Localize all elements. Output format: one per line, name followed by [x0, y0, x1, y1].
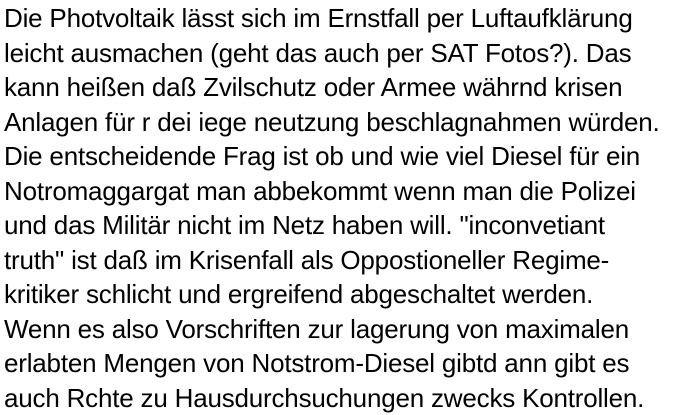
text-line: Wenn es also Vorschriften zur lagerung von maximalen — [4, 313, 630, 344]
text-line: leicht ausmachen (geht das auch per SAT Fotos?). Das — [4, 37, 632, 68]
text-line: auch Rchte zu Hausdurchsuchungen zwecks Kontrollen. — [4, 382, 645, 413]
text-line: Anlagen für r dei iege neutzung beschlagnahmen würden. — [4, 106, 660, 137]
text-line: Die entscheidende Frag ist ob und wie viel Diesel für ein — [4, 141, 641, 171]
text-line: Die Photvoltaik lässt sich im Ernstfall per Luftaufklärung — [4, 3, 633, 33]
text-line: kann heißen daß Zvilschutz oder Armee währnd krisen — [4, 72, 623, 102]
text-line: erlabten Mengen von Notstrom-Diesel gibtd ann gibt es — [4, 348, 630, 378]
text-line: und das Militär nicht im Netz haben will. "inconvetiant — [4, 210, 605, 240]
text-line: truth" ist daß im Krisenfall als Oppostioneller Regime- — [4, 244, 610, 275]
text-line: Notromaggargat man abbekommt wenn man die Polizei — [4, 175, 636, 206]
text-line: kritiker schlicht und ergreifend abgeschaltet werden. — [4, 279, 594, 309]
